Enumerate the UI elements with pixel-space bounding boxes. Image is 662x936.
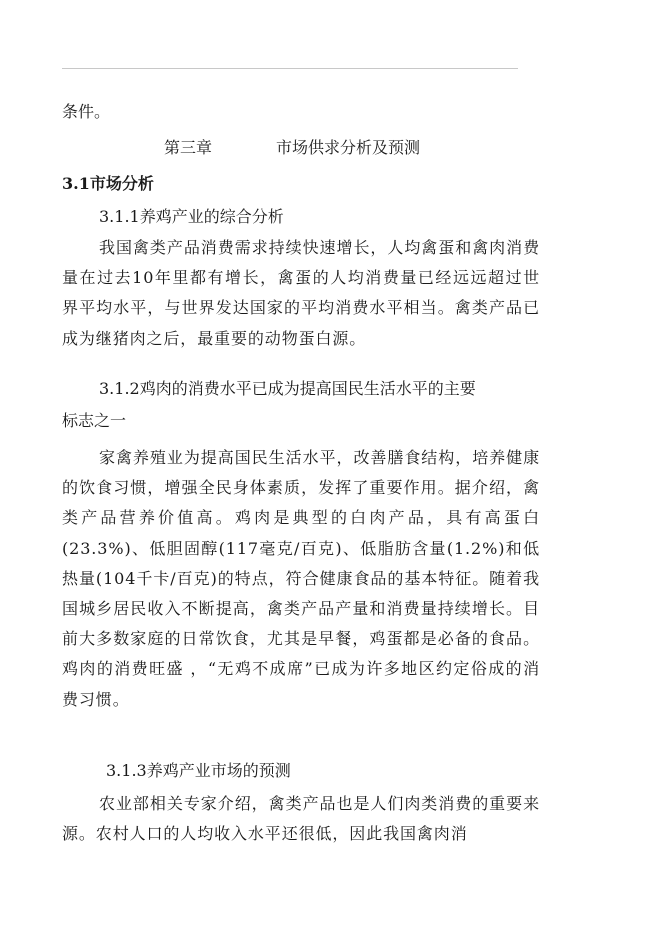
chapter-number: 第三章 — [164, 138, 213, 157]
paragraph-3-1-2: 家禽养殖业为提高国民生活水平，改善膳食结构，培养健康的饮食习惯，增强全民身体素质，发挥了重要作用。据介绍，禽类产品营养价值高。鸡肉是典型的白肉产品，具有高蛋白(23.3%)、低胆固醇(117毫克/百克)、低脂肪含量(1.2%)和低热量(104千卡/百克)的特点，符合健康食品的基本特征。随着我国城乡居民收入不断提高，禽类产品产量和消费量持续增长。目前大多数家庭的日常饮食，尤其是早餐，鸡蛋都是必备的食品。鸡肉的消费旺盛 ，“无鸡不成席”已成为许多地区约定俗成的消费习惯。 — [62, 448, 540, 709]
subsection-heading-3-1-3: 3.1.3养鸡产业市场的预测 — [106, 761, 291, 780]
section-heading-3-1: 3.1市场分析 — [62, 174, 154, 193]
subsection-heading-3-1-2-line2: 标志之一 — [62, 411, 127, 430]
continuation-text: 条件。 — [62, 102, 111, 121]
subsection-heading-3-1-2-line1: 3.1.2鸡肉的消费水平已成为提高国民生活水平的主要 — [99, 379, 476, 398]
paragraph-3-1-3: 农业部相关专家介绍，禽类产品也是人们肉类消费的重要来源。农村人口的人均收入水平还很低，因此我国禽肉消 — [62, 794, 540, 844]
chapter-title: 市场供求分析及预测 — [276, 138, 421, 157]
chapter-heading — [164, 137, 420, 159]
header-rule — [62, 68, 518, 69]
subsection-heading-3-1-1: 3.1.1养鸡产业的综合分析 — [99, 207, 284, 226]
paragraph-3-1-1: 我国禽类产品消费需求持续快速增长，人均禽蛋和禽肉消费量在过去10年里都有增长，禽蛋的人均消费量已经远远超过世界平均水平，与世界发达国家的平均消费水平相当。禽类产品已成为继猪肉之后，最重要的动物蛋白源。 — [62, 238, 540, 348]
